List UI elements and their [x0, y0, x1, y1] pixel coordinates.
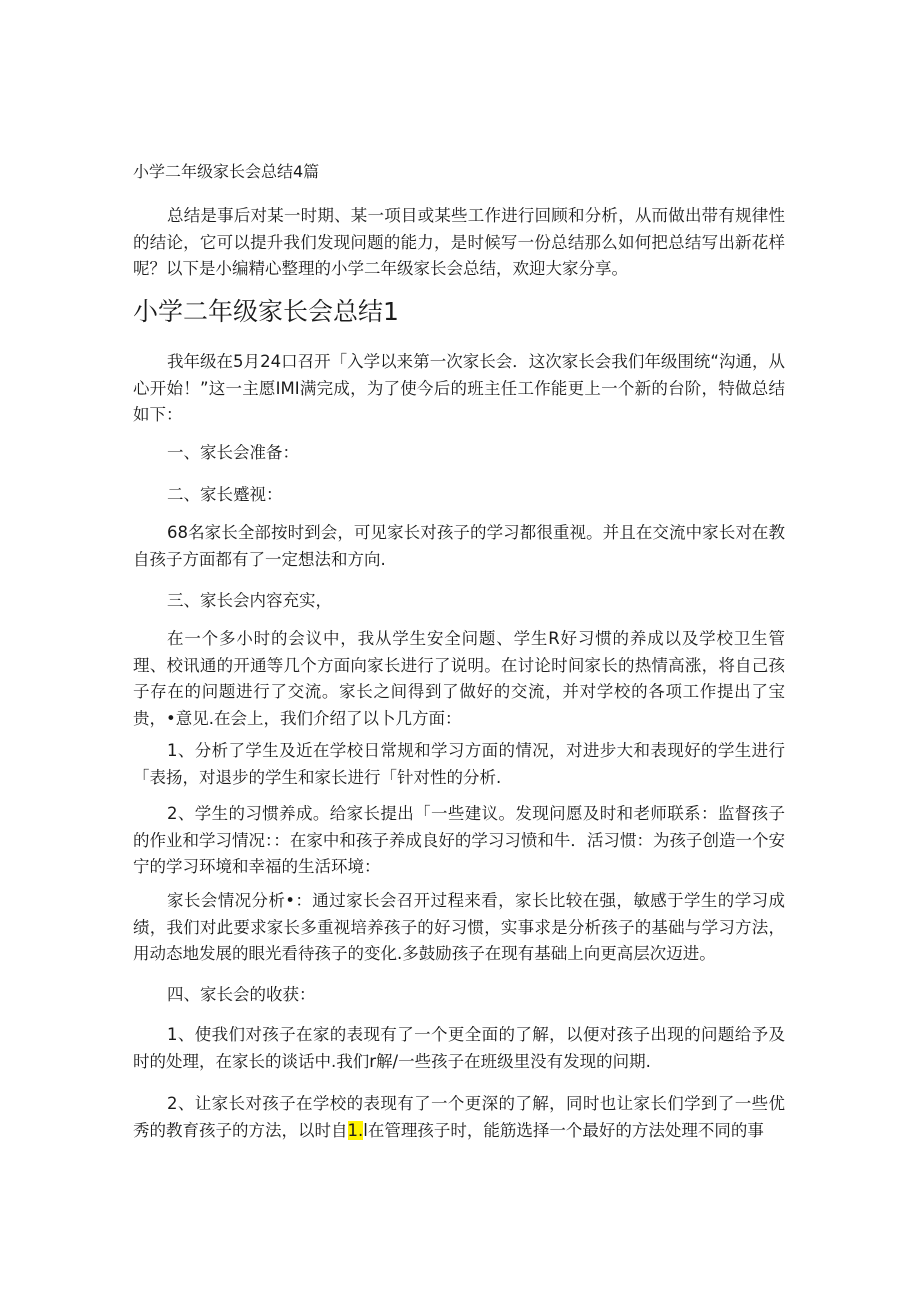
paragraph-analysis: 家长会情况分析•：通过家长会召开过程来看，家长比较在强，敏感于学生的学习成绩，我们对此要求家长多重视培养孩子的好习惯，实事求是分析孩子的基础与学习方法，用动态地发展的眼光看待孩子的变化.多鼓励孩子在现有基础上向更高层次迈进。: [133, 891, 785, 963]
intro-paragraph: 总结是事后对某一时期、某一项目或某些工作进行回顾和分析，从而做出带有规律性的结论，它可以提升我们发现问题的能力，是时候写一份总结那么如何把总结写出新花样呢？以下是小编精心整理的小学二年级家长会总结，欢迎大家分享。: [133, 206, 785, 278]
highlighted-text: 1.: [347, 1120, 364, 1140]
paragraph-meeting-overview: 我年级在5月24口召开「入学以来第一次家长会．这次家长会我们年级围统“沟通，从心开始！”这一主愿IMI满完成，为了使今后的班主任工作能更上一个新的台阶，特做总结如下：: [133, 352, 785, 424]
paragraph-point-1: 1、分析了学生及近在学校日常规和学习方面的情况，对进步大和表现好的学生进行「表扬，对退步的学生和家长进行「针对性的分析.: [133, 741, 785, 787]
section-title-content: 三、家长会内容充实，: [167, 591, 332, 610]
paragraph-gain-2-text-end: l在管理孩子时，能筋选择一个最好的方法处理不同的事: [363, 1120, 764, 1140]
section-heading-1: 小学二年级家长会总结1: [133, 297, 399, 326]
section-title-attention: 二、家长蹙视：: [167, 485, 283, 504]
section-title-gains: 四、家长会的收获：: [167, 985, 316, 1004]
section-title-preparation: 一、家长会准备：: [167, 443, 299, 462]
paragraph-gain-2-text-start: 2、让家长对孩子在学校的表现有了一个更深的了解，同时也让家长们学到了一些优秀的教育孩子的方法，以时自: [133, 1094, 785, 1140]
document-title: 小学二年级家长会总结4篇: [133, 162, 320, 181]
paragraph-gain-1: 1、使我们对孩子在家的表现有了一个更全面的了解，以便对孩子出现的问题给予及时的处理，在家长的谈话中.我们r解/一些孩子在班级里没有发现的问期.: [133, 1025, 785, 1071]
paragraph-gain-2: [133, 1091, 785, 1144]
paragraph-point-2: 2、学生的习惯养成。给家长提出「一些建议。发现问愿及时和老师联系：监督孩子的作业和学习情况：：在家中和孩子养成良好的学习习愤和牛．活习惯：为孩子创造一个安宁的学习环境和幸福的生活环境：: [133, 804, 785, 876]
paragraph-meeting-content: 在一个多小时的会议中，我从学生安全问题、学生R好习惯的养成以及学校卫生管理、校讯通的开通等几个方面向家长进行了说明。在讨论时间家长的热情高涨，将自己孩子存在的问题进行了交流。家长之间得到了做好的交流，并对学校的各项工作提出了宝贵，•意见.在会上，我们介绍了以卜几方面：: [133, 629, 785, 728]
paragraph-attendance: 68名家长全部按时到会，可见家长对孩子的学习都很重视。并且在交流中家长对在教自孩子方面都有了一定想法和方向.: [133, 523, 785, 569]
